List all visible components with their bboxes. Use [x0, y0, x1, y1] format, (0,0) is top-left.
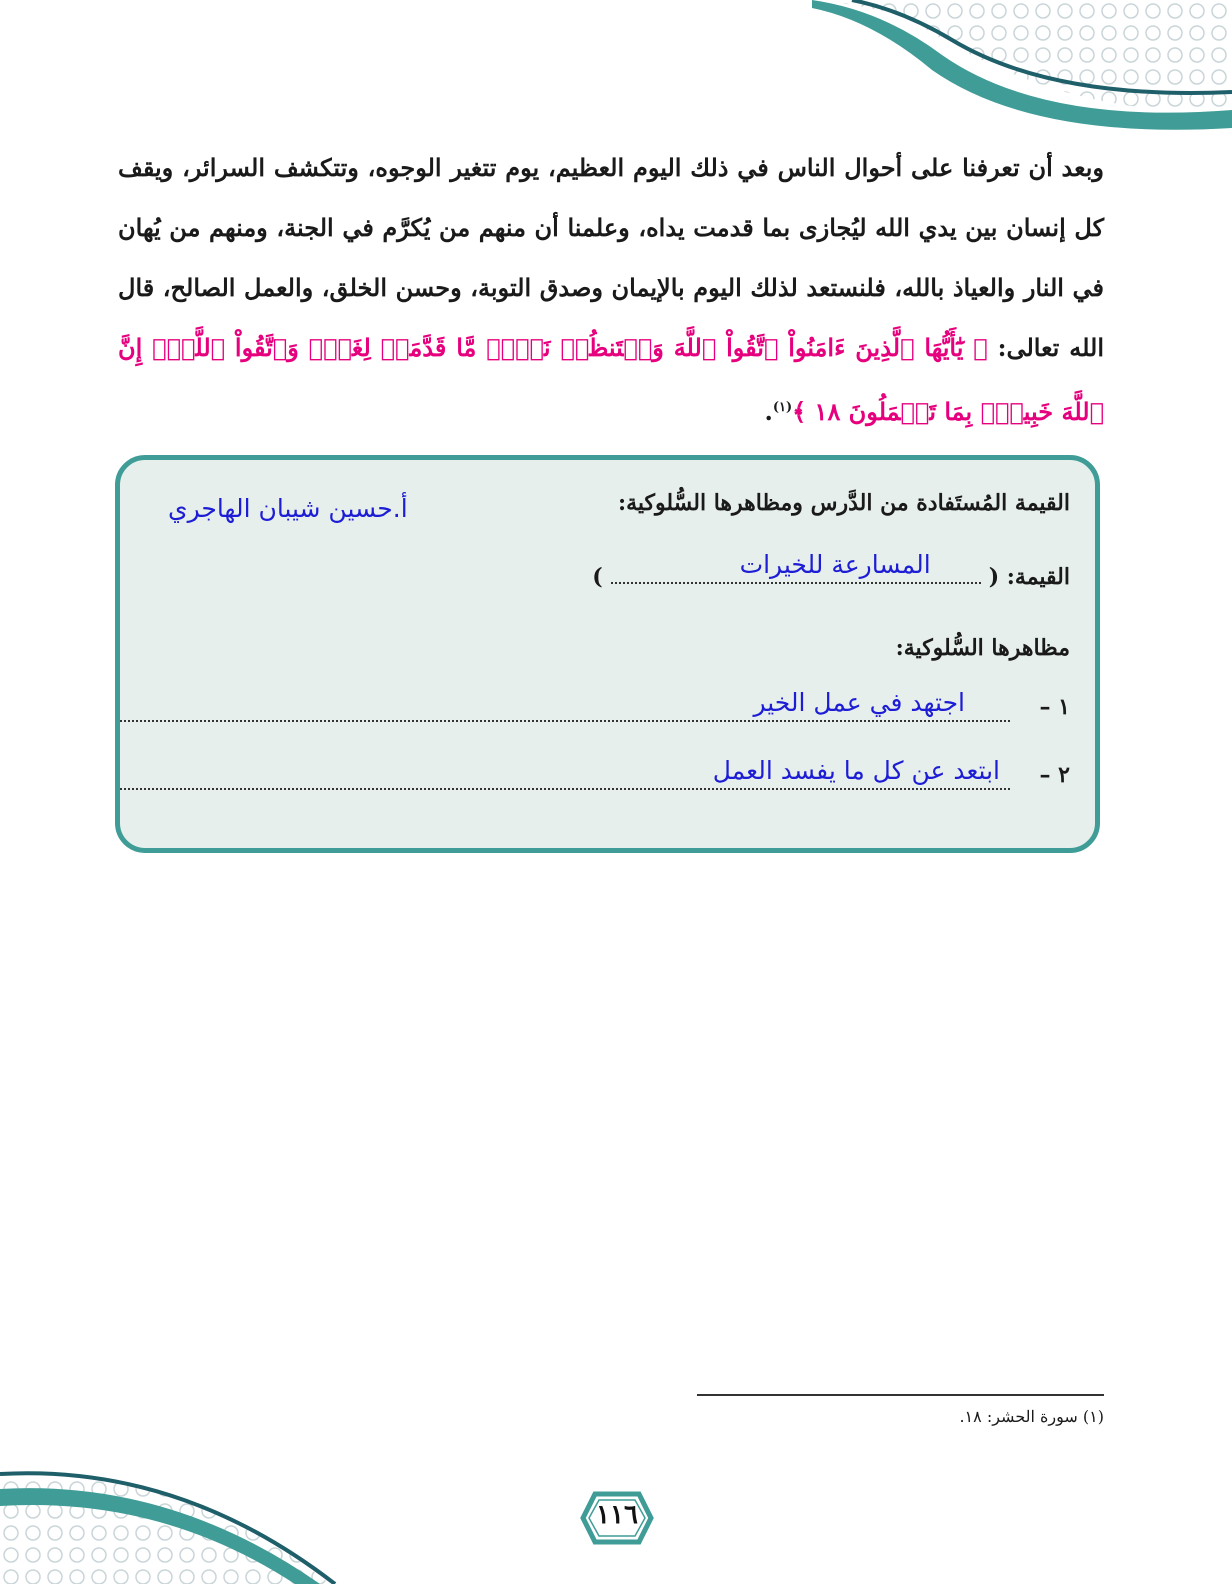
value-close-paren: ) — [592, 564, 603, 590]
value-answer: المسارعة للخيرات — [739, 550, 931, 579]
lesson-value-box — [115, 455, 1100, 853]
footnote-divider — [697, 1394, 1104, 1396]
value-answer-field[interactable] — [611, 550, 981, 584]
page-number-badge — [569, 1482, 665, 1554]
paragraph-end: . — [764, 397, 773, 426]
manifestation-item[interactable] — [120, 688, 1070, 728]
value-row — [592, 550, 1070, 590]
item-answer: اجتهد في عمل الخير — [753, 688, 965, 717]
decorative-footer-ornament — [0, 1434, 340, 1584]
lesson-paragraph — [118, 138, 1104, 442]
value-label: القيمة: ( — [988, 564, 1070, 590]
quran-verse: ﴿ يَٰٓأَيُّهَا ٱلَّذِينَ ءَامَنُواْ ٱتَّقُواْ ٱللَّهَ وَلۡتَنظُرۡ نَفۡسٞ مَّا قَدَّمَتۡ لِغَدٖۖ وَٱتَّقُواْ ٱللَّهَۚ إِنَّ ٱللَّهَ خَبِيرُۢ بِمَا تَعۡمَلُونَ ١٨ ﴾ — [118, 333, 1104, 426]
dotted-answer-line — [120, 788, 1010, 790]
box-title: القيمة المُستَفادة من الدَّرس ومظاهرها السُّلوكية: — [617, 490, 1070, 516]
author-handwriting: أ.حسين شيبان الهاجري — [168, 494, 408, 523]
item-number: ١ – — [1039, 694, 1070, 720]
dotted-answer-line — [120, 720, 1010, 722]
footnote-reference: (١) — [772, 400, 793, 415]
manifestations-title: مظاهرها السُّلوكية: — [895, 635, 1070, 661]
item-number: ٢ – — [1039, 762, 1070, 788]
page-number: ١١٦ — [596, 1500, 638, 1530]
footnote: (١) سورة الحشر: ١٨. — [959, 1407, 1104, 1426]
item-answer: ابتعد عن كل ما يفسد العمل — [712, 756, 1000, 785]
decorative-header-ornament — [812, 0, 1232, 130]
manifestation-item[interactable] — [120, 756, 1070, 796]
paragraph-text: وبعد أن تعرفنا على أحوال الناس في ذلك اليوم العظيم، يوم تتغير الوجوه، وتتكشف السرائر، ويقف كل إنسان بين يدي الله ليُجازى بما قدمت يداه، وعلمنا أن منهم من يُكرَّم في الجنة، ومنهم من يُهان في النار والعياذ بالله، فلنستعد لذلك اليوم بالإيمان وصدق التوبة، وحسن الخلق، والعمل الصالح، قال الله تعالى: — [118, 153, 1105, 362]
